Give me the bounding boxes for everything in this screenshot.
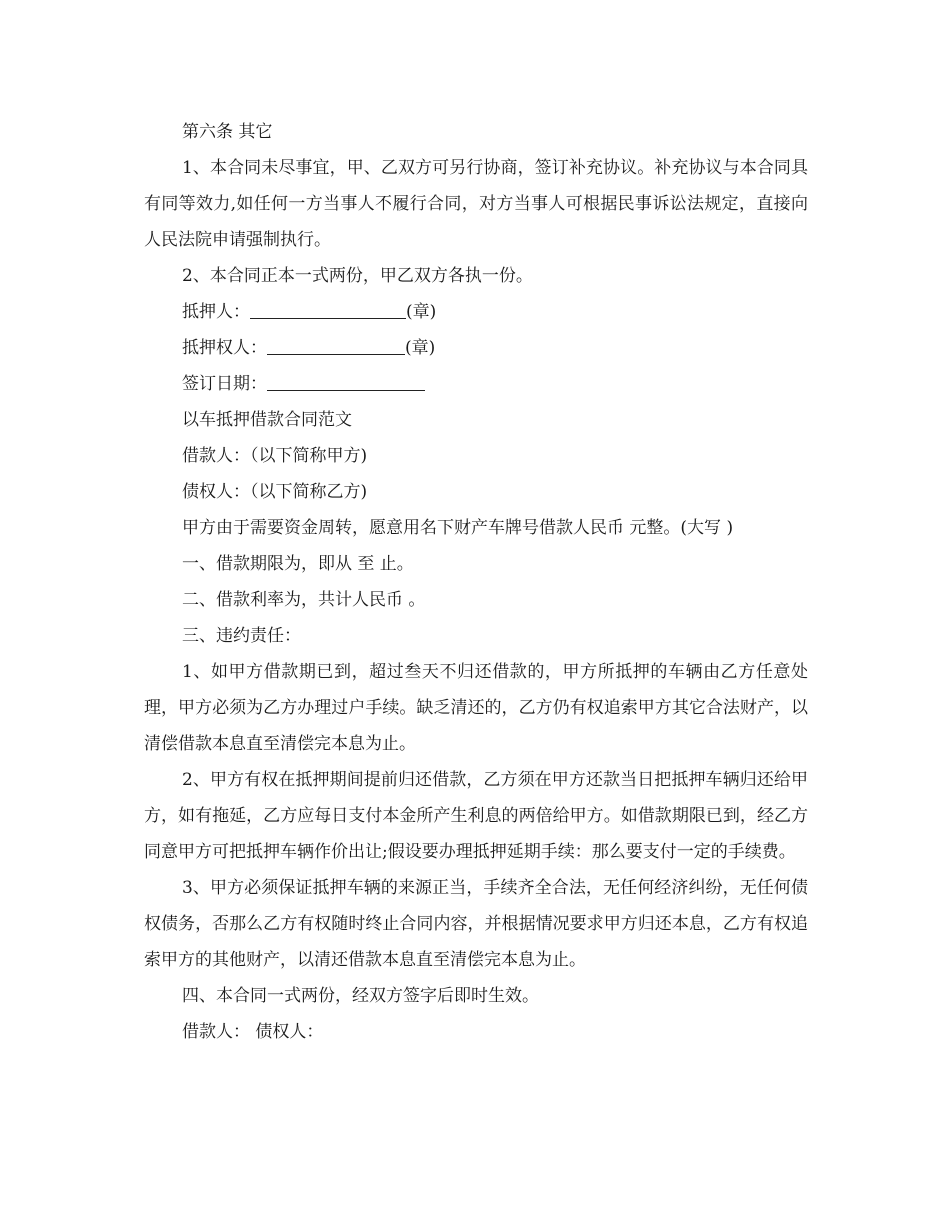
term-1: 一、借款期限为，即从 至 止。 [182,554,414,574]
mortgagor-label: 抵押人： [182,302,250,322]
document-body [144,114,808,1050]
term-3-title: 三、违约责任： [182,626,301,646]
sign-date-blank [267,372,425,391]
final-signature-line: 借款人： 债权人： [182,1022,324,1042]
intro-paragraph: 甲方由于需要资金周转，愿意用名下财产车牌号借款人民币 元整。(大写 ) [182,518,734,538]
sign-date-label: 签订日期： [182,374,267,394]
mortgagee-blank [267,336,405,355]
mortgagee-label: 抵押权人： [182,338,267,358]
term-2: 二、借款利率为，共计人民币 。 [182,590,426,610]
document-title: 以车抵押借款合同范文 [182,410,352,430]
clause-6-2: 2、本合同正本一式两份，甲乙双方各执一份。 [182,266,533,286]
mortgagor-line [144,294,808,330]
mortgagee-seal: (章) [405,338,436,358]
breach-clause-2: 2、甲方有权在抵押期间提前归还借款，乙方须在甲方还款当日把抵押车辆归还给甲方，如有拖延，乙方应每日支付本金所产生利息的两倍给甲方。如借款期限已到，经乙方同意甲方可把抵押车辆作价出让;假设要办理抵押延期手续：那么要支付一定的手续费。 [144,770,808,862]
sign-date-line [144,366,808,402]
creditor-line: 债权人：（以下简称乙方) [182,482,368,502]
breach-clause-3: 3、甲方必须保证抵押车辆的来源正当，手续齐全合法，无任何经济纠纷，无任何债权债务，否那么乙方有权随时终止合同内容，并根据情况要求甲方归还本息，乙方有权追索甲方的其他财产，以清还借款本息直至清偿完本息为止。 [144,878,808,970]
mortgagor-blank [250,300,406,319]
section-title: 第六条 其它 [182,122,273,142]
term-4: 四、本合同一式两份，经双方签字后即时生效。 [182,986,539,1006]
breach-clause-1: 1、如甲方借款期已到，超过叁天不归还借款的，甲方所抵押的车辆由乙方任意处理，甲方必须为乙方办理过户手续。缺乏清还的，乙方仍有权追索甲方其它合法财产，以清偿借款本息直至清偿完本息为止。 [144,662,808,754]
mortgagor-seal: (章) [406,302,437,322]
clause-6-1: 1、本合同未尽事宜，甲、乙双方可另行协商，签订补充协议。补充协议与本合同具有同等效力,如任何一方当事人不履行合同，对方当事人可根据民事诉讼法规定，直接向人民法院申请强制执行。 [144,158,808,250]
borrower-line: 借款人：（以下简称甲方) [182,446,368,466]
mortgagee-line [144,330,808,366]
